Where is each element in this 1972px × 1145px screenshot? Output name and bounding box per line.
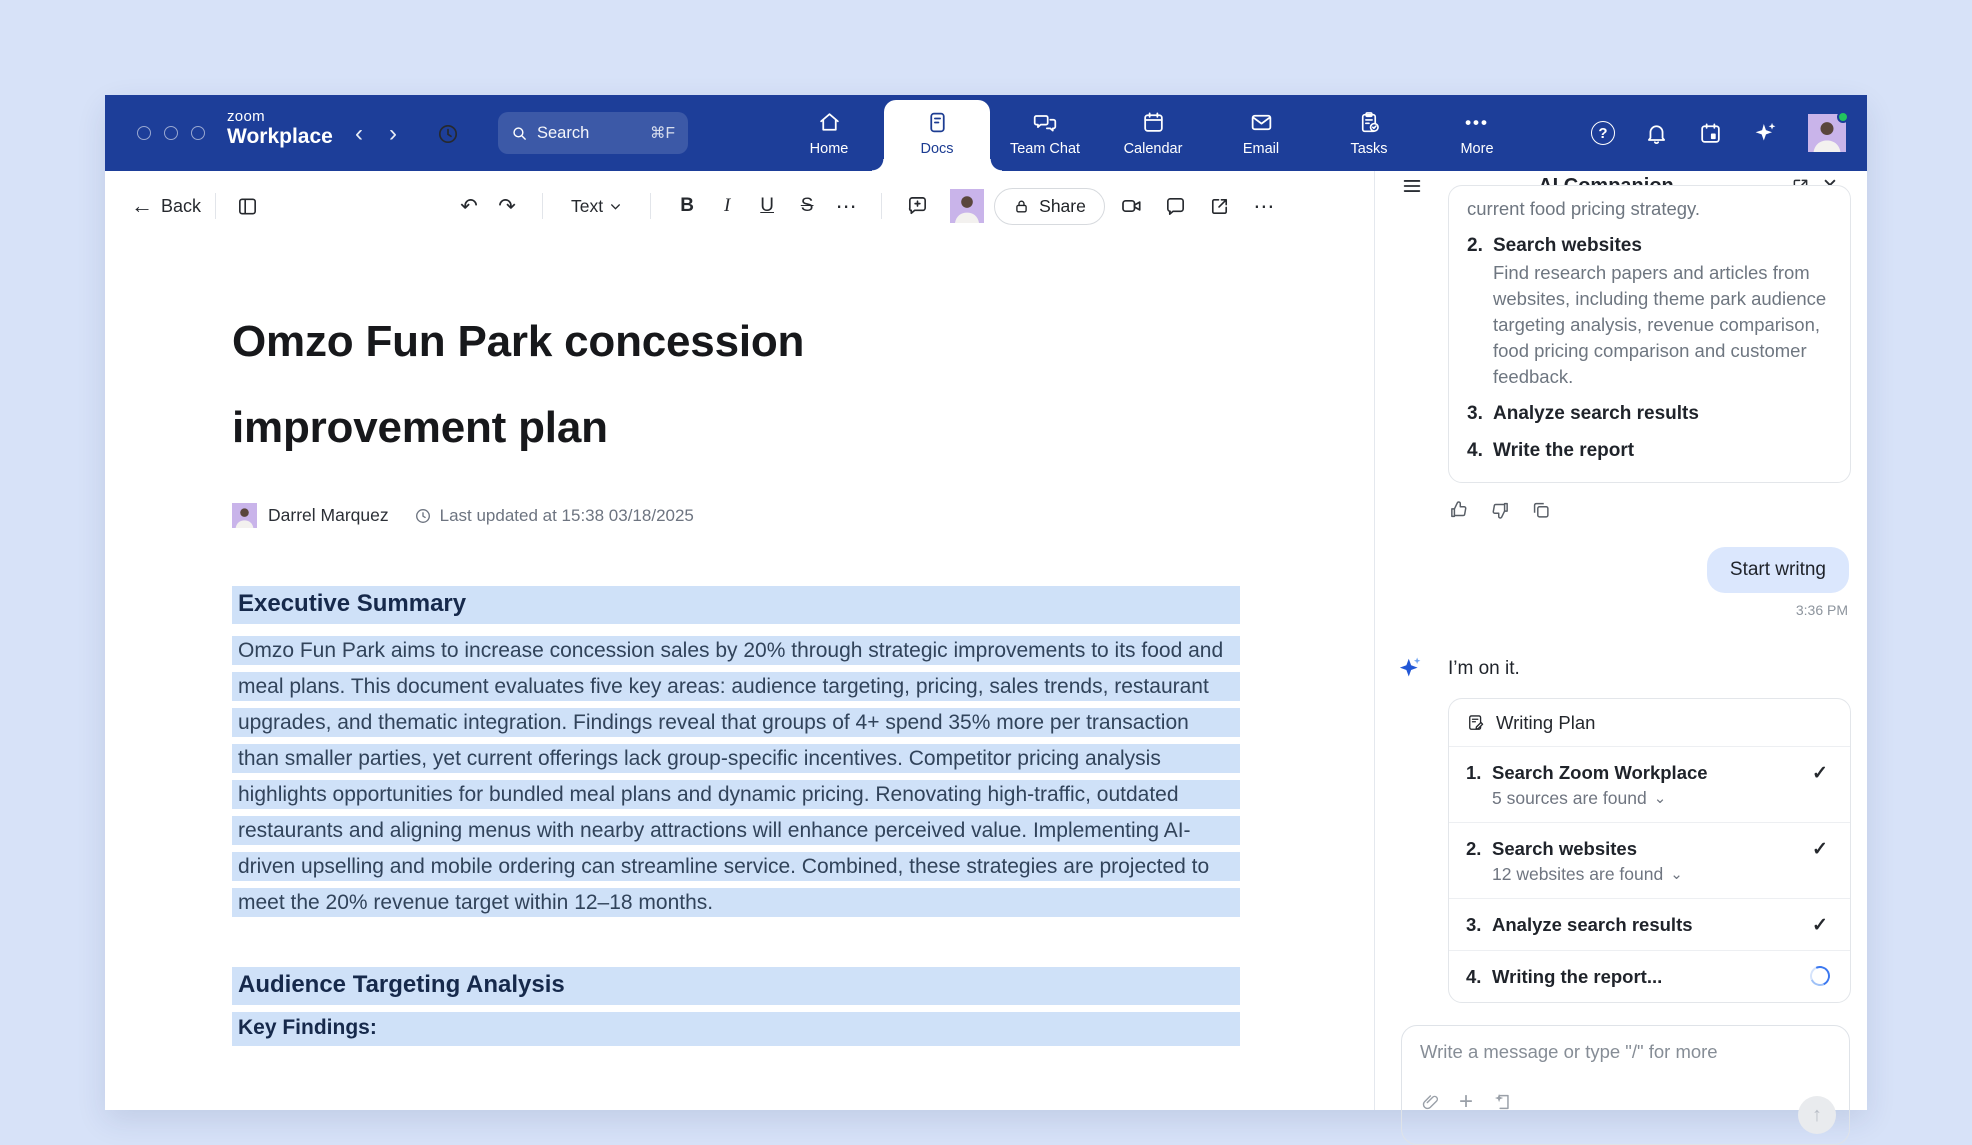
clock-icon (414, 507, 432, 525)
format-more-icon[interactable]: ⋯ (835, 194, 857, 218)
logo-workplace-text: Workplace (227, 125, 333, 149)
document-title: Omzo Fun Park concession improvement plan (232, 317, 805, 452)
executive-summary-paragraph: Omzo Fun Park aims to increase concession sales by 20% through strategic improvements to its food and meal plans. This document evaluates five key areas: audience targeting, pricing, sales trends, restaurant upgrades, and thematic integration. Findings reveal that groups of 4+ spend 35% more per transaction than smaller parties, yet current offerings lack group-specific incentives. Competitor pricing analysis highlights opportunities for bundled meal plans and dynamic pricing. Renovating high-traffic, outdated restaurants and aligning menus with nearby attractions will enhance perceived value. Implementing AI-driven upselling and mobile ordering can streamline service. Combined, these strategies are projected to meet the 20% revenue target within 12–18 months. (232, 633, 1240, 921)
writing-plan-title: Writing Plan (1496, 712, 1596, 733)
tab-tasks-label: Tasks (1350, 140, 1388, 157)
writing-plan-icon (1466, 713, 1486, 733)
scheduler-icon[interactable] (1698, 121, 1723, 146)
tab-docs[interactable] (883, 95, 991, 171)
step-done-icon: ✓ (1812, 915, 1828, 936)
comment-icon[interactable] (900, 189, 934, 223)
window-controls[interactable] (137, 126, 205, 140)
thumbs-up-icon[interactable] (1448, 499, 1470, 521)
tab-team-chat[interactable] (991, 95, 1099, 171)
tab-calendar-label: Calendar (1123, 140, 1183, 157)
proposal-item-desc: Find research papers and articles from websites, including theme park audience targeting analysis, revenue comparison, food pricing comparison and customer feedback. (1493, 262, 1827, 387)
proposal-item-title: Write the report (1493, 440, 1635, 461)
text-style-dropdown[interactable] (561, 196, 632, 217)
attach-icon[interactable] (1420, 1092, 1441, 1113)
composer-input[interactable] (1420, 1041, 1831, 1063)
section-heading-audience-targeting: Audience Targeting Analysis (232, 967, 1240, 1005)
panel-menu-icon[interactable] (1397, 171, 1427, 201)
proposal-item-title: Search websites (1493, 235, 1642, 256)
undo-icon[interactable]: ↶ (460, 194, 478, 218)
help-icon[interactable]: ? (1591, 121, 1615, 145)
tab-team-chat-label: Team Chat (1009, 140, 1081, 157)
docs-icon (925, 110, 950, 136)
document-area (105, 171, 1374, 1110)
plan-step-3[interactable]: 3. Analyze search results ✓ (1449, 898, 1850, 950)
search-placeholder: Search (537, 123, 590, 142)
doc-toolbar (105, 171, 1374, 241)
section-heading-executive-summary: Executive Summary (232, 586, 1240, 624)
open-external-icon[interactable] (1203, 189, 1237, 223)
text-style-label: Text (571, 195, 604, 216)
logo-zoom-text: zoom (227, 108, 265, 125)
share-label: Share (1039, 195, 1086, 216)
search-shortcut: ⌘F (650, 124, 675, 142)
document-canvas[interactable] (105, 241, 1374, 1046)
tab-email[interactable] (1207, 95, 1315, 171)
back-button[interactable] (131, 193, 201, 219)
nav-back-icon[interactable]: ‹ (355, 120, 363, 147)
strikethrough-button[interactable]: S (800, 195, 814, 216)
tab-more-label: More (1460, 140, 1494, 157)
tab-more[interactable] (1423, 95, 1531, 171)
nav-forward-icon[interactable]: › (389, 120, 397, 147)
tasks-icon (1357, 110, 1382, 136)
subheading-key-findings: Key Findings: (232, 1012, 1240, 1046)
plan-step-2[interactable]: 2. Search websites 12 websites are found ⌄ ✓ (1449, 822, 1850, 898)
share-button[interactable] (994, 188, 1105, 225)
tab-calendar[interactable] (1099, 95, 1207, 171)
message-timestamp: 3:36 PM (1795, 602, 1848, 618)
top-navbar (105, 95, 1867, 171)
window-minimize-icon[interactable] (164, 126, 178, 140)
lock-icon (1013, 198, 1030, 215)
notifications-icon[interactable] (1644, 121, 1669, 146)
window-close-icon[interactable] (137, 126, 151, 140)
add-icon[interactable]: + (1459, 1088, 1474, 1115)
history-icon[interactable] (431, 117, 465, 151)
thumbs-down-icon[interactable] (1489, 499, 1511, 521)
author-name: Darrel Marquez (268, 505, 389, 525)
back-arrow-icon: ← (131, 193, 153, 218)
insert-doc-icon[interactable] (1491, 1091, 1513, 1113)
tab-tasks[interactable] (1315, 95, 1423, 171)
send-button[interactable] (1798, 1096, 1836, 1134)
home-icon (817, 110, 842, 136)
bold-button[interactable]: B (680, 195, 694, 216)
presence-dot (1837, 111, 1849, 123)
user-avatar[interactable] (1808, 114, 1846, 152)
sidebar-toggle-icon[interactable] (230, 189, 264, 223)
ai-sparkle-icon (1396, 654, 1426, 684)
italic-button[interactable]: I (723, 195, 731, 216)
calendar-icon (1141, 110, 1166, 136)
search-input[interactable] (498, 112, 688, 154)
team-chat-icon (1032, 110, 1058, 136)
app-window (105, 95, 1867, 1126)
back-label: Back (161, 195, 202, 216)
chat-icon[interactable] (1159, 189, 1193, 223)
chevron-down-icon: ⌄ (1653, 789, 1667, 807)
ai-companion-panel (1374, 171, 1867, 1126)
plan-step-1[interactable]: 1. Search Zoom Workplace 5 sources are found ⌄ ✓ (1466, 762, 1828, 808)
doc-more-icon[interactable]: ⋯ (1253, 194, 1275, 218)
underline-button[interactable]: U (760, 195, 774, 216)
copy-icon[interactable] (1530, 499, 1552, 521)
window-zoom-icon[interactable] (191, 126, 205, 140)
zoom-workplace-logo (227, 108, 333, 149)
tab-home-label: Home (809, 140, 849, 157)
tab-home[interactable] (775, 95, 883, 171)
proposal-truncated-line: current food pricing strategy. (1467, 198, 1701, 219)
more-icon: ••• (1465, 112, 1489, 132)
writing-plan-card (1448, 698, 1851, 1003)
plan-proposal-card: current food pricing strategy. 2. Search websites Find research papers and articles from websites, including theme park audience targeting analysis, revenue comparison, food pricing comparison and customer feedback. 3. Analyze search results 4. Write the report (1448, 185, 1851, 483)
step-done-icon: ✓ (1812, 763, 1828, 784)
chevron-down-icon (609, 200, 622, 213)
document-byline (232, 503, 1240, 528)
redo-icon[interactable]: ↷ (498, 194, 516, 218)
search-icon (511, 125, 528, 142)
last-updated: Last updated at 15:38 03/18/2025 (439, 505, 694, 525)
message-composer[interactable] (1401, 1025, 1850, 1145)
ai-message-text: I’m on it. (1448, 658, 1520, 679)
video-call-icon[interactable] (1115, 189, 1149, 223)
plan-step-detail-toggle[interactable]: 5 sources are found ⌄ (1492, 788, 1667, 808)
panel-conversation[interactable] (1375, 198, 1867, 1145)
proposal-item-title: Analyze search results (1493, 403, 1699, 424)
author-avatar (232, 503, 257, 528)
user-message-bubble: Start writng (1707, 547, 1849, 593)
ai-companion-icon[interactable] (1752, 120, 1779, 147)
tab-docs-label: Docs (920, 140, 954, 157)
tab-email-label: Email (1242, 140, 1280, 157)
chevron-down-icon: ⌄ (1670, 865, 1683, 883)
collaborator-avatar[interactable] (950, 189, 984, 223)
send-arrow-icon: ↑ (1812, 1103, 1822, 1126)
step-loading-spinner (1807, 963, 1833, 989)
step-done-icon: ✓ (1812, 839, 1828, 860)
plan-step-4[interactable]: 4. Writing the report... (1449, 950, 1850, 1002)
email-icon (1249, 110, 1274, 136)
app-tabs (775, 95, 1531, 171)
plan-step-detail-toggle[interactable]: 12 websites are found ⌄ (1492, 864, 1683, 884)
